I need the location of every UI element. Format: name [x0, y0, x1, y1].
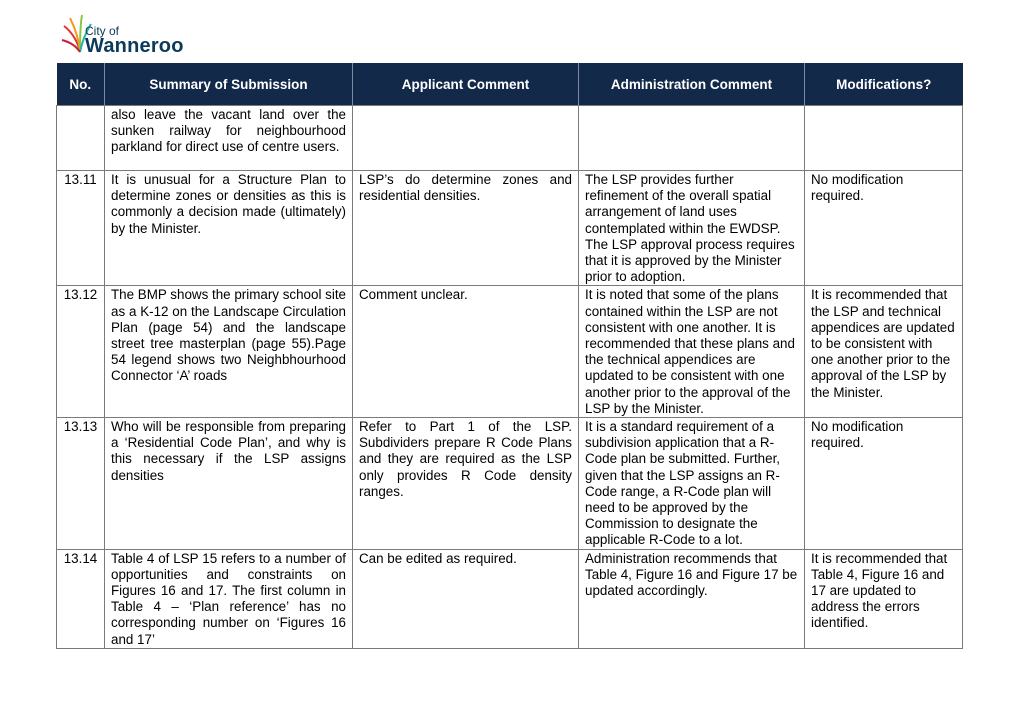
cell-administration — [579, 106, 805, 171]
header-administration-comment: Administration Comment — [579, 63, 805, 106]
cell-modifications: It is recommended that Table 4, Figure 16 and 17 are updated to address the errors identified. — [805, 549, 963, 648]
cell-no: 13.12 — [57, 286, 105, 418]
header-applicant-comment: Applicant Comment — [353, 63, 579, 106]
logo-prefix: City of — [85, 24, 120, 38]
cell-applicant: LSP’s do determine zones and residential densities. — [353, 171, 579, 286]
cell-applicant: Comment unclear. — [353, 286, 579, 418]
city-of-wanneroo-logo — [60, 12, 190, 60]
header-summary: Summary of Submission — [105, 63, 353, 106]
cell-applicant — [353, 106, 579, 171]
table-row — [57, 549, 963, 648]
table-row — [57, 106, 963, 171]
cell-no: 13.11 — [57, 171, 105, 286]
cell-no: 13.13 — [57, 418, 105, 550]
cell-modifications — [805, 106, 963, 171]
cell-summary: The BMP shows the primary school site as a K-12 on the Landscape Circulation Plan (page 54) and the landscape street tree masterplan (page 55).Page 54 legend shows two Neighbhourhood Connector ‘A’ roads — [105, 286, 353, 418]
submissions-table — [56, 63, 963, 649]
cell-administration: The LSP provides further refinement of the overall spatial arrangement of land uses contemplated within the EWDSP. The LSP approval process requires that it is approved by the Minister prior to adoption. — [579, 171, 805, 286]
cell-summary: It is unusual for a Structure Plan to determine zones or densities as this is commonly a decision made (ultimately) by the Minister. — [105, 171, 353, 286]
cell-administration: It is noted that some of the plans contained within the LSP are not consistent with one another. It is recommended that these plans and the technical appendices are updated to be consistent with one another prior to the approval of the LSP by the Minister. — [579, 286, 805, 418]
header-modifications: Modifications? — [805, 63, 963, 106]
cell-administration: Administration recommends that Table 4, Figure 16 and Figure 17 be updated accordingly. — [579, 549, 805, 648]
cell-summary: Table 4 of LSP 15 refers to a number of opportunities and constraints on Figures 16 and 17. The first column in Table 4 – ‘Plan reference’ has no corresponding number on ‘Figures 16 and 17’ — [105, 549, 353, 648]
logo-name: Wanneroo — [85, 35, 184, 57]
cell-applicant: Can be edited as required. — [353, 549, 579, 648]
cell-administration: It is a standard requirement of a subdivision application that a R-Code plan be submitted. Further, given that the LSP assigns an R-Code range, a R-Code plan will need to be approved by the Commission to designate the applicable R-Code to a lot. — [579, 418, 805, 550]
cell-no: 13.14 — [57, 549, 105, 648]
table-header-row — [57, 63, 963, 106]
cell-modifications: No modification required. — [805, 418, 963, 550]
table-row — [57, 418, 963, 550]
table-row — [57, 286, 963, 418]
cell-summary: Who will be responsible from preparing a ‘Residential Code Plan’, and why is this necessary if the LSP assigns densities — [105, 418, 353, 550]
cell-modifications: No modification required. — [805, 171, 963, 286]
header-no: No. — [57, 63, 105, 106]
cell-summary: also leave the vacant land over the sunken railway for neighbourhood parkland for direct use of centre users. — [105, 106, 353, 171]
cell-applicant: Refer to Part 1 of the LSP. Subdividers prepare R Code Plans and they are required as the LSP only provides R Code density ranges. — [353, 418, 579, 550]
cell-no — [57, 106, 105, 171]
table-row — [57, 171, 963, 286]
cell-modifications: It is recommended that the LSP and technical appendices are updated to be consistent with one another prior to the approval of the LSP by the Minister. — [805, 286, 963, 418]
